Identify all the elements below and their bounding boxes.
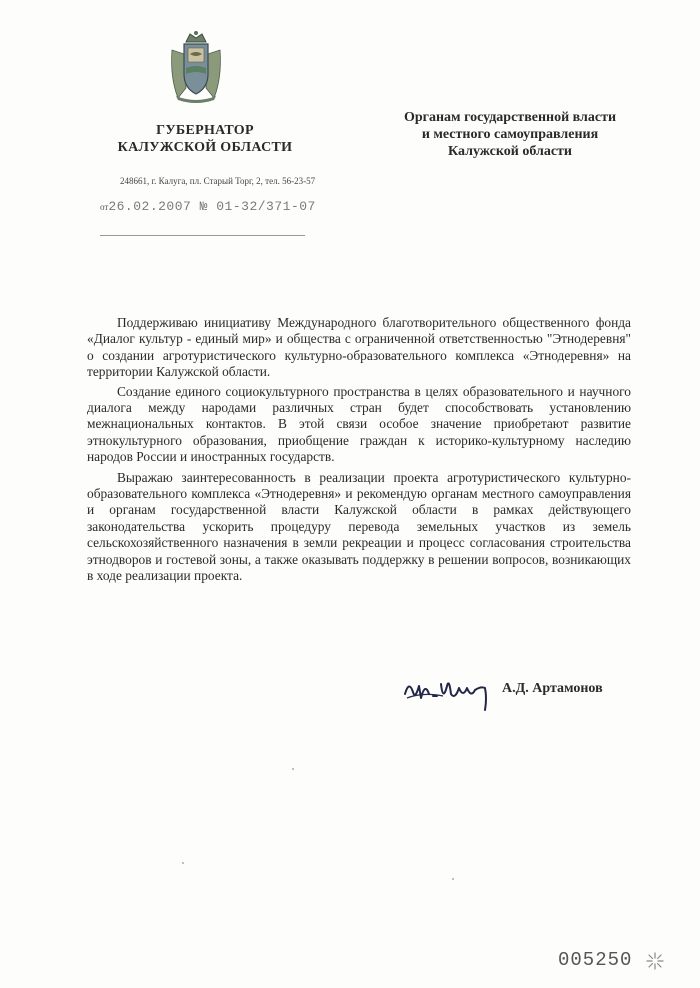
paragraph: Выражаю заинтересованность в реализации проекта агротуристического культурно-образовательного комплекса «Этнодеревня» и рекомендую органам местного самоуправления и органам государственной власти Калужской области в рамках действующего законодательства ускорить процедуру перевода земельных участков из земель сельскохозяйственного назначения в земли рекреации и процесс согласования строительства этнодворов и гостевой зоны, а также оказывать поддержку в решении вопросов, возникающих в ходе реализации проекта. xyxy=(87,469,631,584)
seal-mark-icon xyxy=(646,952,664,970)
registration-line xyxy=(100,199,316,214)
speck xyxy=(452,878,454,880)
reg-prefix: от xyxy=(100,202,109,212)
sender-address: 248661, г. Калуга, пл. Старый Торг, 2, тел. 56-23-57 xyxy=(120,176,316,186)
recipient-block: Органам государственной власти и местного самоуправления Калужской области xyxy=(403,110,617,159)
speck xyxy=(182,862,184,864)
paragraph: Создание единого социокультурного пространства в целях образовательного и научного диалога между народами различных стран будет способствовать установлению межнациональных контактов. В этой связи особое значение приобретают развитие этнокультурного образования, приобщение граждан к историко-культурному наследию народов России и иностранных государств. xyxy=(87,383,631,465)
serial-number: 005250 xyxy=(558,949,633,971)
coat-of-arms-icon xyxy=(166,28,226,104)
reg-stamp: 26.02.2007 № 01-32/371-07 xyxy=(108,199,316,214)
divider xyxy=(100,235,305,236)
letter-body xyxy=(87,315,631,588)
speck xyxy=(292,768,294,770)
sender-title: ГУБЕРНАТОР КАЛУЖСКОЙ ОБЛАСТИ xyxy=(117,123,293,155)
handwritten-signature-icon xyxy=(403,672,498,714)
paragraph: Поддерживаю инициативу Международного благотворительного общественного фонда «Диалог культур - единый мир» и общества с ограниченной ответственностью "Этнодеревня" о создании агротуристического культурно-образовательного комплекса «Этнодеревня» на территории Калужской области. xyxy=(87,315,631,380)
signer-name: А.Д. Артамонов xyxy=(502,681,603,696)
